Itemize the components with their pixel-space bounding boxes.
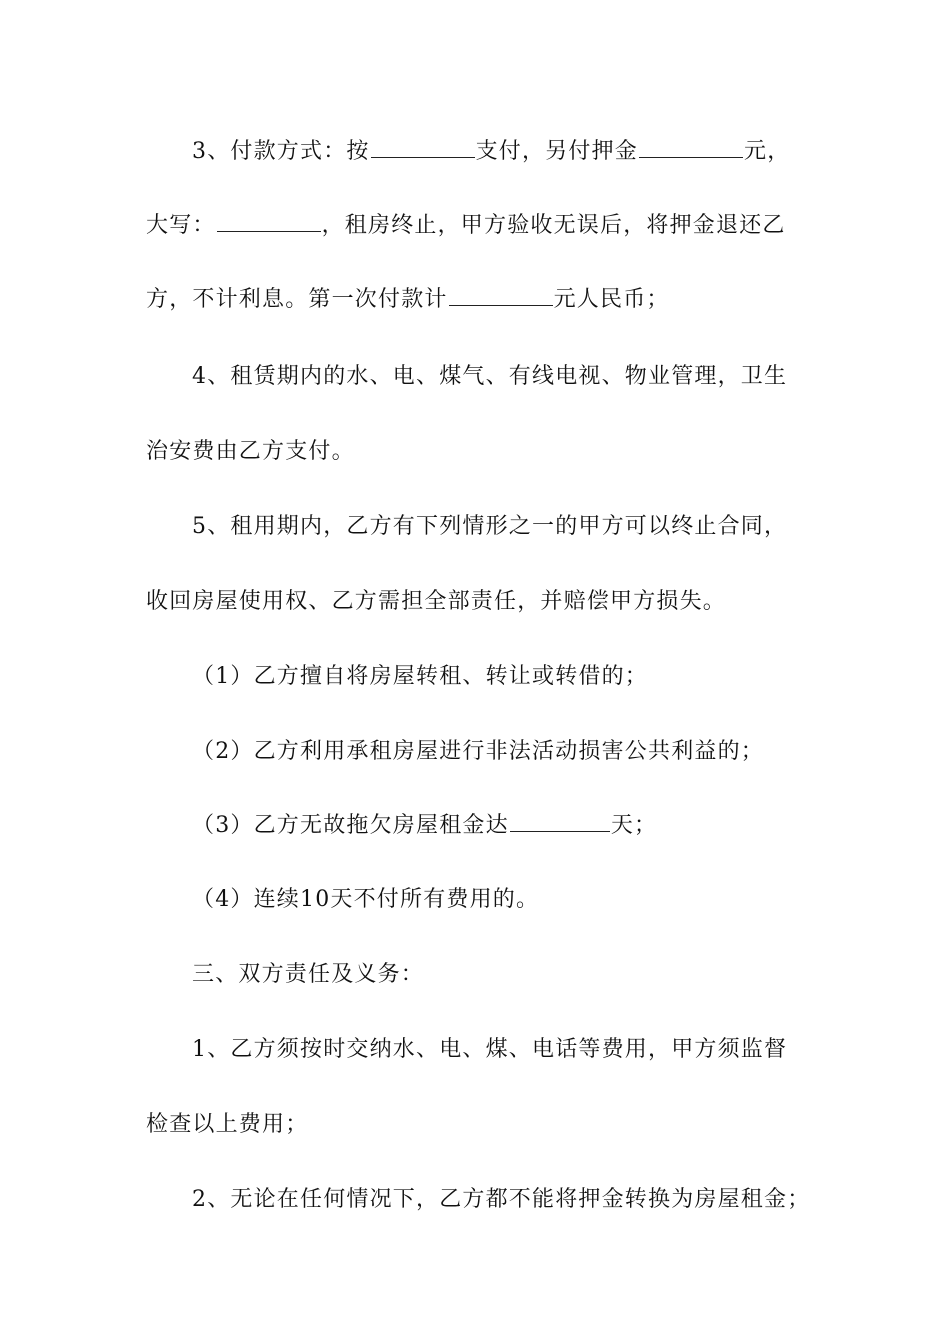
- text-segment: 三、双方责任及义务：: [192, 962, 425, 987]
- text-segment: （1）乙方擅自将房屋转租、转让或转借的；: [192, 664, 648, 689]
- list-item: [192, 885, 539, 915]
- text-segment: 方，不计利息。第一次付款计: [146, 287, 448, 312]
- blank-field-deposit-amount: [639, 137, 743, 158]
- text-segment: 收回房屋使用权、乙方需担全部责任，并赔偿甲方损失。: [146, 589, 727, 614]
- list-item: [192, 737, 764, 767]
- text-segment: 元人民币；: [553, 287, 670, 312]
- paragraph-termination: [192, 512, 787, 542]
- text-segment: 元，: [744, 139, 791, 164]
- blank-field-first-payment: [449, 285, 553, 306]
- text-segment: 4、租赁期内的水、电、煤气、有线电视、物业管理，卫生: [192, 364, 788, 389]
- text-segment: 5、租用期内，乙方有下列情形之一的甲方可以终止合同，: [192, 514, 788, 539]
- text-segment: 治安费由乙方支付。: [146, 439, 355, 464]
- paragraph-obligation-2: [192, 1185, 810, 1215]
- blank-field-deposit-uppercase: [217, 211, 321, 232]
- text-segment: （4）连续10天不付所有费用的。: [192, 887, 540, 912]
- blank-field-days-overdue: [510, 811, 610, 832]
- paragraph-payment-method-cont: [146, 285, 670, 315]
- list-item: [192, 811, 657, 841]
- text-segment: 天；: [610, 813, 658, 838]
- text-segment: 支付，另付押金: [475, 139, 639, 164]
- paragraph-payment-method-cont: [146, 211, 786, 241]
- section-heading: [192, 960, 424, 990]
- text-segment: （2）乙方利用承租房屋进行非法活动损害公共利益的；: [192, 739, 764, 764]
- blank-field-payment-term: [371, 137, 475, 158]
- paragraph-utilities-cont: [146, 437, 355, 467]
- text-segment: 3、付款方式：按: [192, 139, 370, 164]
- text-segment: （3）乙方无故拖欠房屋租金达: [192, 813, 509, 838]
- paragraph-utilities: [192, 362, 787, 392]
- paragraph-obligation-1-cont: [146, 1110, 308, 1140]
- text-segment: 1、乙方须按时交纳水、电、煤、电话等费用，甲方须监督: [192, 1037, 788, 1062]
- paragraph-obligation-1: [192, 1035, 787, 1065]
- list-item: [192, 662, 648, 692]
- paragraph-termination-cont: [146, 587, 726, 617]
- paragraph-payment-method: [192, 137, 790, 167]
- text-segment: 检查以上费用；: [146, 1112, 309, 1137]
- text-segment: 大写：: [146, 213, 216, 238]
- text-segment: ，租房终止，甲方验收无误后，将押金退还乙: [321, 213, 786, 238]
- text-segment: 2、无论在任何情况下，乙方都不能将押金转换为房屋租金；: [192, 1187, 811, 1212]
